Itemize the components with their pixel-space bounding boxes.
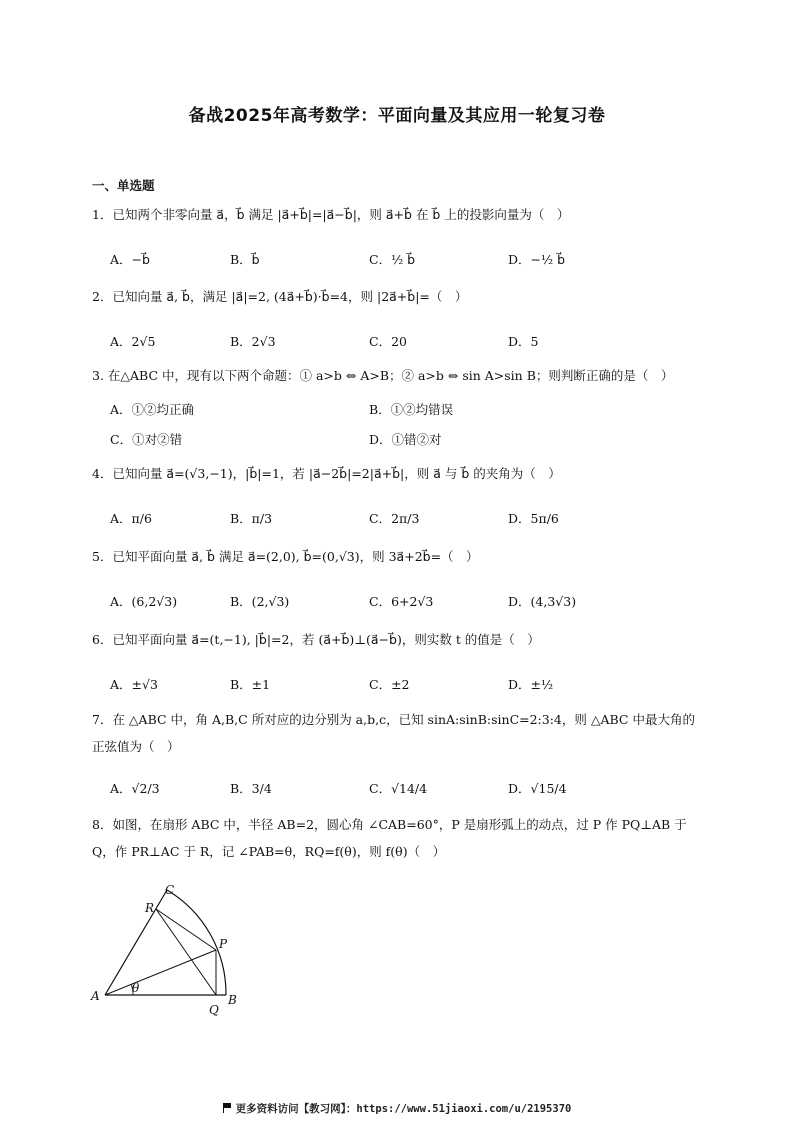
question-7-stem: 7．在 △ABC 中，角 A,B,C 所对应的边分别为 a,b,c，已知 sinA:sinB:sinC=2:3:4，则 △ABC 中最大角的正弦值为（ ）: [92, 712, 695, 754]
question-7-option-a: A．√2/3: [110, 781, 160, 796]
label-b: B: [228, 993, 237, 1007]
question-1-option-c: C．½ b⃗: [369, 252, 416, 267]
sector-figure: [85, 882, 255, 1022]
segment-ap: [105, 950, 216, 995]
question-6-stem: 6．已知平面向量 a⃗=(t,−1), |b⃗|=2，若 (a⃗+b⃗)⊥(a⃗−b⃗)，则实数 t 的值是（ ）: [92, 632, 540, 647]
arc-cb: [167, 890, 226, 995]
question-5-option-a: A．(6,2√3): [110, 594, 178, 609]
question-6-option-c: C．±2: [369, 677, 410, 692]
question-8-stem: 8．如图，在扇形 ABC 中，半径 AB=2，圆心角 ∠CAB=60°，P 是扇形弧上的动点，过 P 作 PQ⊥AB 于 Q，作 PR⊥AC 于 R，记 ∠PAB=θ，RQ=f(θ)，则 f(θ)（ ）: [92, 817, 687, 859]
question-2-option-d: D．5: [508, 334, 539, 349]
question-2-option-a: A．2√5: [110, 334, 156, 349]
flag-icon: [223, 1103, 232, 1113]
label-a: A: [91, 989, 100, 1003]
question-6-option-d: D．±½: [508, 677, 554, 692]
question-1-option-b: B．b⃗: [230, 252, 260, 267]
section-heading: 一、单选题: [92, 178, 155, 193]
question-4-option-c: C．2π/3: [369, 511, 420, 526]
question-5-stem: 5．已知平面向量 a⃗, b⃗ 满足 a⃗=(2,0), b⃗=(0,√3)，则 3a⃗+2b⃗=（ ）: [92, 549, 479, 564]
question-3-option-c: C．①对②错: [110, 432, 183, 447]
question-4-option-d: D．5π/6: [508, 511, 559, 526]
label-theta: θ: [132, 981, 140, 995]
question-4-stem: 4．已知向量 a⃗=(√3,−1)，|b⃗|=1，若 |a⃗−2b⃗|=2|a⃗+b⃗|，则 a⃗ 与 b⃗ 的夹角为（ ）: [92, 466, 561, 481]
footer-link[interactable]: [0, 1101, 794, 1116]
question-5-option-c: C．6+2√3: [369, 594, 434, 609]
question-3-option-a: A．①②均正确: [110, 402, 195, 417]
footer-text: 更多资料访问【教习网】：https://www.51jiaoxi.com/u/2195370: [235, 1103, 572, 1115]
question-6-option-a: A．±√3: [110, 677, 158, 692]
question-2-stem: 2．已知向量 a⃗, b⃗，满足 |a⃗|=2, (4a⃗+b⃗)·b⃗=4，则 |2a⃗+b⃗|=（ ）: [92, 289, 468, 304]
question-1-option-d: D．−½ b⃗: [508, 252, 566, 267]
question-7-option-c: C．√14/4: [369, 781, 428, 796]
question-1-option-a: A．−b⃗: [110, 252, 150, 267]
question-4-option-a: A．π/6: [110, 511, 152, 526]
question-2-option-b: B．2√3: [230, 334, 276, 349]
question-3-stem: 3. 在△ABC 中，现有以下两个命题：① a>b ⇔ A>B；② a>b ⇔ sin A>sin B；则判断正确的是（ ）: [92, 368, 674, 383]
label-p: P: [219, 937, 228, 951]
question-6-option-b: B．±1: [230, 677, 271, 692]
question-5-option-b: B．(2,√3): [230, 594, 290, 609]
question-4-option-b: B．π/3: [230, 511, 273, 526]
label-c: C: [165, 883, 175, 897]
question-5-option-d: D．(4,3√3): [508, 594, 577, 609]
page-title: 备战2025年高考数学：平面向量及其应用一轮复习卷: [188, 106, 606, 126]
question-2-option-c: C．20: [369, 334, 407, 349]
segment-ac: [105, 890, 167, 995]
segment-rq: [156, 909, 216, 995]
label-r: R: [145, 901, 155, 915]
question-3-option-d: D．①错②对: [369, 432, 442, 447]
question-7-option-d: D．√15/4: [508, 781, 567, 796]
question-3-option-b: B．①②均错误: [369, 402, 454, 417]
label-q: Q: [209, 1003, 219, 1017]
question-1-stem: 1．已知两个非零向量 a⃗，b⃗ 满足 |a⃗+b⃗|=|a⃗−b⃗|，则 a⃗+b⃗ 在 b⃗ 上的投影向量为（ ）: [92, 207, 570, 222]
question-7-option-b: B．3/4: [230, 781, 272, 796]
